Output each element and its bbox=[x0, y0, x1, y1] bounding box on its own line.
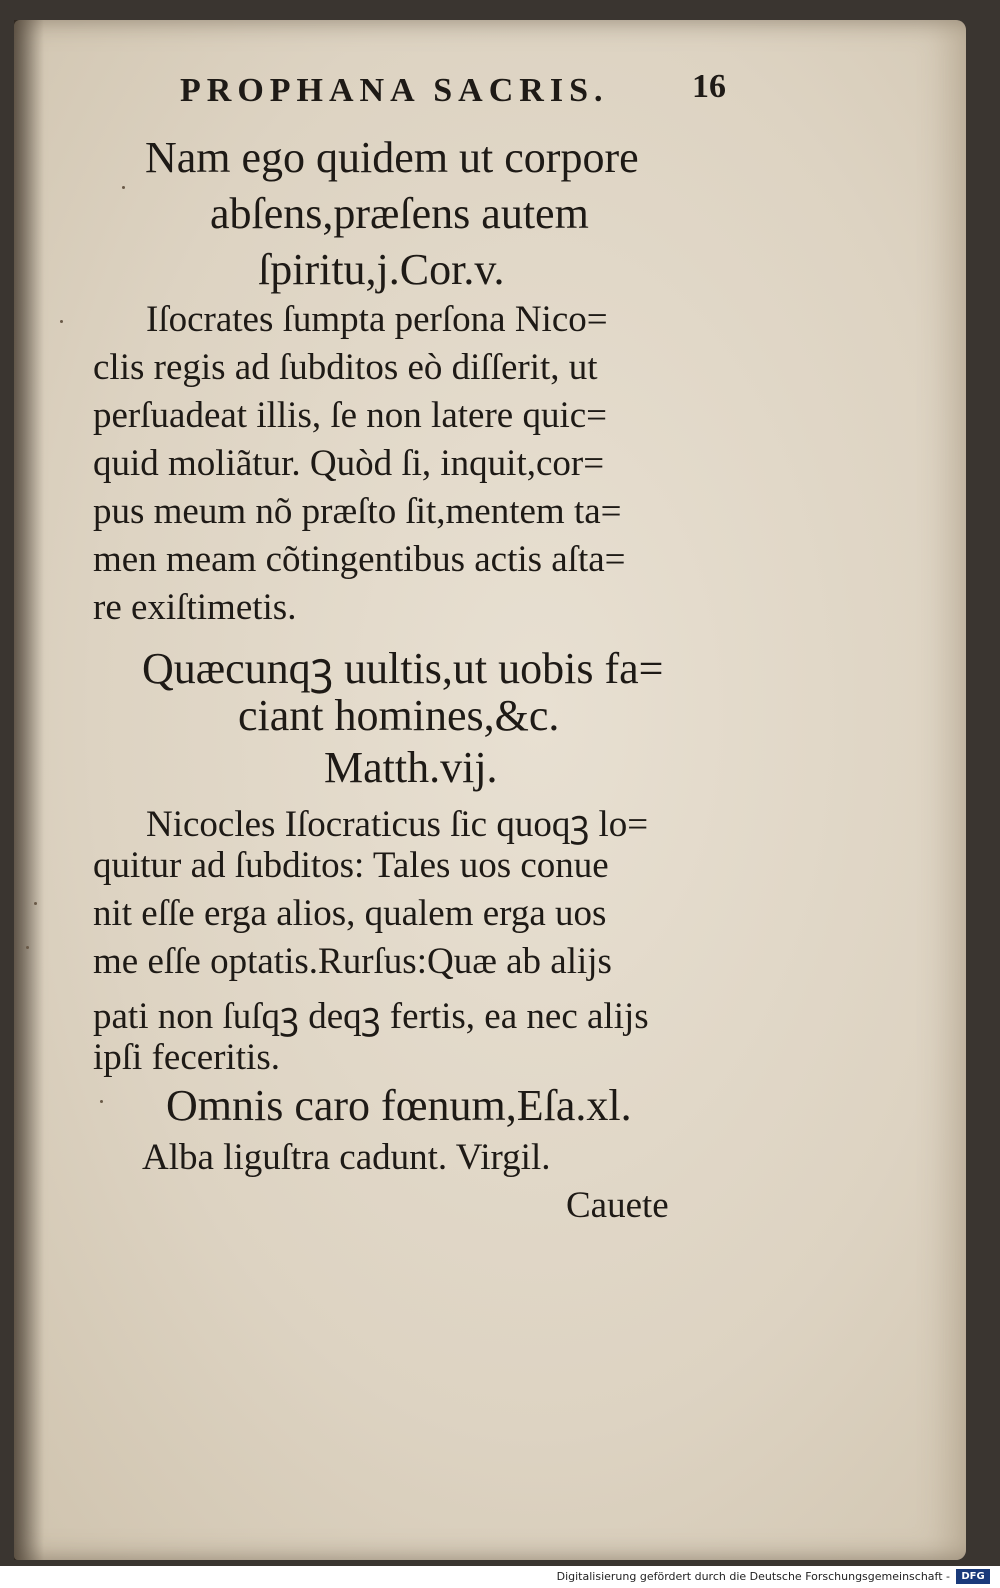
quote-line: ciant homines,&c. bbox=[238, 691, 560, 740]
paper-speck bbox=[122, 186, 125, 189]
body-line: clis regis ad ſubditos eò diſſerit, ut bbox=[93, 347, 598, 388]
digitization-footer bbox=[0, 1566, 1000, 1588]
body-line: pus meum nõ præſto ſit,mentem ta= bbox=[93, 491, 622, 532]
folio-number: 16 bbox=[692, 68, 726, 105]
body-line: re exiſtimetis. bbox=[93, 587, 297, 628]
quote-line: abſens,præſens autem bbox=[210, 189, 589, 238]
body-line: nit eſſe erga alios, qualem erga uos bbox=[93, 893, 607, 934]
paper-speck bbox=[60, 320, 63, 323]
body-line: ipſi feceritis. bbox=[93, 1037, 280, 1078]
digitization-credit: Digitalisierung gefördert durch die Deutsche Forschungsgemeinschaft - bbox=[556, 1570, 950, 1583]
dfg-logo: DFG bbox=[956, 1569, 990, 1584]
quote-line: ſpiritu,j.Cor.v. bbox=[258, 245, 505, 294]
page-gutter-shadow bbox=[14, 20, 44, 1560]
body-line: quitur ad ſubditos: Tales uos conue bbox=[93, 845, 609, 886]
body-line: quid moliãtur. Quòd ſi, inquit,cor= bbox=[93, 443, 605, 484]
quote-line: Omnis caro fœnum,Eſa.xl. bbox=[166, 1081, 632, 1130]
body-line: pati non ſuſqꝫ deqꝫ fertis, ea nec alijs bbox=[93, 996, 649, 1037]
quote-line: Nam ego quidem ut corpore bbox=[145, 133, 639, 182]
body-line: Iſocrates ſumpta perſona Nico= bbox=[146, 299, 608, 340]
paper-speck bbox=[100, 1100, 103, 1103]
quote-line: Matth.vij. bbox=[324, 743, 498, 792]
quote-line: Quæcunqꝫ uultis,ut uobis fa= bbox=[142, 644, 664, 693]
quote-line: Alba liguſtra cadunt. Virgil. bbox=[142, 1137, 551, 1178]
body-line: Nicocles Iſocraticus ſic quoqꝫ lo= bbox=[146, 804, 649, 845]
paper-speck bbox=[26, 946, 29, 949]
body-line: perſuadeat illis, ſe non latere quic= bbox=[93, 395, 608, 436]
body-line: men meam cõtingentibus actis aſta= bbox=[93, 539, 626, 580]
paper-speck bbox=[34, 902, 37, 905]
body-line: me eſſe optatis.Rurſus:Quæ ab alijs bbox=[93, 941, 612, 982]
running-title: PROPHANA SACRIS. bbox=[180, 72, 609, 109]
catchword: Cauete bbox=[566, 1185, 669, 1226]
